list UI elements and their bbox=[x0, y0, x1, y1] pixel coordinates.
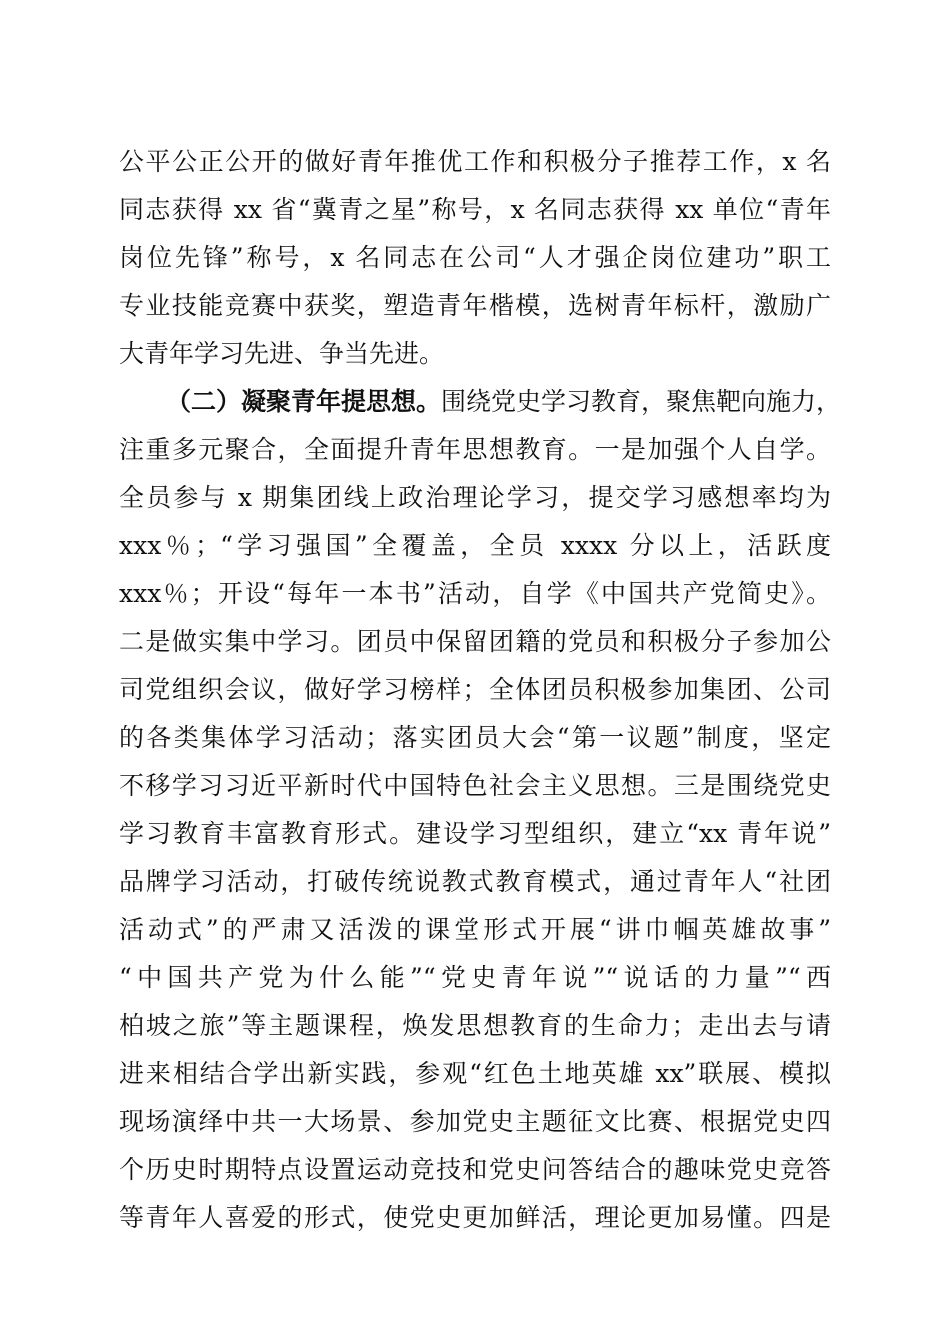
paragraph2-line: 柏坡之旅”等主题课程，焕发思想教育的生命力；走出去与请 bbox=[119, 1011, 831, 1040]
paragraph2-line: “中国共产党为什么能”“党史青年说”“说话的力量”“西 bbox=[119, 963, 831, 992]
paragraph2-line: 等青年人喜爱的形式，使党史更加鲜活，理论更加易懂。四是 bbox=[119, 1203, 831, 1232]
paragraph2-first-line-text: 围绕党史学习教育，聚焦靶向施力， bbox=[441, 387, 842, 416]
paragraph1-line: 公平公正公开的做好青年推优工作和积极分子推荐工作，x 名 bbox=[119, 147, 831, 176]
paragraph1-line: 同志获得 xx 省“冀青之星”称号，x 名同志获得 xx 单位“青年 bbox=[119, 195, 831, 224]
paragraph2-line: 注重多元聚合，全面提升青年思想教育。一是加强个人自学。 bbox=[119, 435, 831, 464]
paragraph1-line: 专业技能竞赛中获奖，塑造青年楷模，选树青年标杆，激励广 bbox=[119, 291, 831, 320]
paragraph1-line: 大青年学习先进、争当先进。 bbox=[119, 339, 445, 368]
paragraph2-line: 司党组织会议，做好学习榜样；全体团员积极参加集团、公司 bbox=[119, 675, 831, 704]
paragraph2-line: 进来相结合学出新实践，参观“红色土地英雄 xx”联展、模拟 bbox=[119, 1059, 831, 1088]
paragraph1-line: 岗位先锋”称号，x 名同志在公司“人才强企岗位建功”职工 bbox=[119, 243, 831, 272]
paragraph2-line: 现场演绎中共一大场景、参加党史主题征文比赛、根据党史四 bbox=[119, 1107, 831, 1136]
paragraph2-line: 品牌学习活动，打破传统说教式教育模式，通过青年人“社团 bbox=[119, 867, 831, 896]
paragraph2-line: 个历史时期特点设置运动竞技和党史问答结合的趣味党史竞答 bbox=[119, 1155, 831, 1184]
paragraph2-line: xxx％；“学习强国”全覆盖，全员 xxxx 分以上，活跃度 bbox=[119, 531, 831, 560]
paragraph2-line: 不移学习习近平新时代中国特色社会主义思想。三是围绕党史 bbox=[119, 771, 831, 800]
paragraph2-line: 的各类集体学习活动；落实团员大会“第一议题”制度，坚定 bbox=[119, 723, 831, 752]
paragraph2-first-line bbox=[166, 382, 842, 422]
paragraph2-line: xxx％；开设“每年一本书”活动，自学《中国共产党简史》。 bbox=[119, 579, 831, 608]
section-heading: （二）凝聚青年提思想。 bbox=[166, 387, 442, 416]
paragraph2-line: 二是做实集中学习。团员中保留团籍的党员和积极分子参加公 bbox=[119, 627, 831, 656]
paragraph2-line: 活动式”的严肃又活泼的课堂形式开展“讲巾帼英雄故事” bbox=[119, 915, 831, 944]
paragraph2-line: 学习教育丰富教育形式。建设学习型组织，建立“xx 青年说” bbox=[119, 819, 831, 848]
paragraph2-line: 全员参与 x 期集团线上政治理论学习，提交学习感想率均为 bbox=[119, 483, 831, 512]
